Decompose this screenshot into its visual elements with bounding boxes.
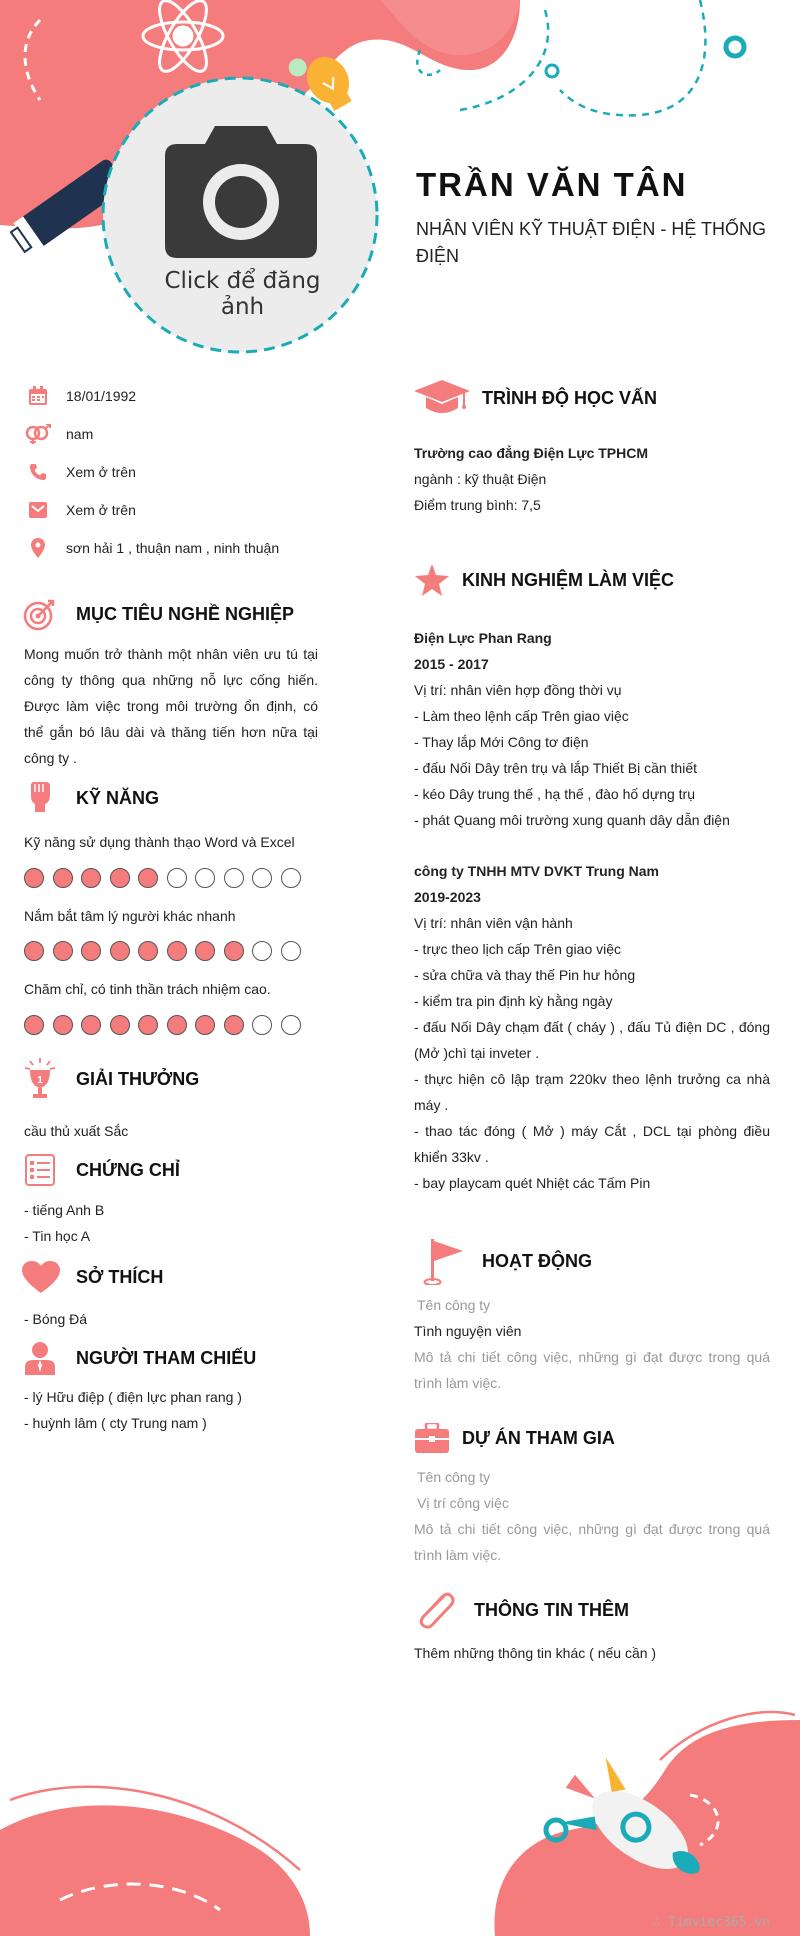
skill-dot-filled [138, 1015, 158, 1035]
skill-dot-filled [224, 941, 244, 961]
skills-heading [22, 780, 159, 816]
person-icon [22, 1340, 58, 1376]
extra-heading-text: THÔNG TIN THÊM [474, 1599, 629, 1620]
experience-heading [414, 562, 674, 598]
skill-dot-empty [224, 868, 244, 888]
skill-dot-filled [224, 1015, 244, 1035]
skill-dot-empty [252, 1015, 272, 1035]
skill-rating [24, 868, 309, 888]
target-icon [22, 596, 58, 632]
project-role[interactable]: Vị trí công việc [417, 1495, 509, 1511]
projects-heading-text: DỰ ÁN THAM GIA [462, 1427, 615, 1448]
phone-icon [24, 460, 52, 484]
reference-item: - huỳnh lâm ( cty Trung nam ) [24, 1415, 207, 1431]
objective-heading [22, 596, 294, 632]
skill-dot-filled [24, 941, 44, 961]
gender-icon [24, 422, 52, 446]
hobbies-heading-text: SỞ THÍCH [76, 1266, 164, 1287]
activities-heading-text: HOẠT ĐỘNG [482, 1250, 592, 1271]
job-period: 2019-2023 [414, 889, 481, 905]
skill-dot-filled [53, 1015, 73, 1035]
skill-dot-filled [81, 941, 101, 961]
skill-dot-empty [252, 941, 272, 961]
graduation-cap-icon [414, 378, 470, 418]
phone-text: Xem ở trên [66, 464, 136, 480]
references-heading [22, 1340, 256, 1376]
hobbies-heading [22, 1260, 163, 1294]
company-name: công ty TNHH MTV DVKT Trung Nam [414, 863, 659, 879]
email-icon [24, 498, 52, 522]
contact-phone [24, 460, 136, 484]
extra-heading [414, 1588, 629, 1632]
objective-heading-text: MỤC TIÊU NGHỀ NGHIỆP [76, 603, 295, 624]
address-text: sơn hải 1 , thuận nam , ninh thuận [66, 540, 280, 556]
camera-icon [165, 126, 317, 258]
school-name: Trường cao đẳng Điện Lực TPHCM [414, 445, 649, 461]
raised-fist-icon [22, 780, 58, 816]
skill-dot-filled [138, 941, 158, 961]
certificates-heading-text: CHỨNG CHỈ [76, 1159, 180, 1180]
skill-dot-empty [281, 941, 301, 961]
job-title: NHÂN VIÊN KỸ THUẬT ĐIỆN - HỆ THỐNG ĐIỆN [416, 219, 767, 266]
awards-text: cầu thủ xuất Sắc [24, 1123, 129, 1139]
reference-item: - lý Hữu điệp ( điện lực phan rang ) [24, 1389, 242, 1405]
awards-heading [22, 1058, 199, 1100]
birthday-text: 18/01/1992 [66, 388, 137, 404]
job-line: - thực hiện cô lập trạm 220kv theo lệnh trưởng ca nhà máy . [414, 1071, 770, 1113]
paperclip-icon [414, 1588, 458, 1632]
watermark: ∴ Timviec365.vn [652, 1915, 770, 1930]
skill-dot-filled [195, 941, 215, 961]
education-heading-text: TRÌNH ĐỘ HỌC VẤN [482, 387, 657, 408]
major-text: ngành : kỹ thuật Điện [414, 471, 547, 487]
skill-rating [24, 941, 309, 961]
activity-org[interactable]: Tên công ty [417, 1297, 491, 1313]
heart-icon [22, 1260, 60, 1294]
skill-dot-filled [167, 941, 187, 961]
projects-heading [414, 1420, 615, 1456]
job-line: - phát Quang môi trường xung quanh dây dẫn điện [414, 812, 730, 828]
gpa-text: Điểm trung bình: 7,5 [414, 497, 541, 513]
skill-dot-empty [167, 868, 187, 888]
contact-address [24, 536, 279, 560]
certificates-heading [22, 1152, 180, 1188]
svg-text:1: 1 [37, 1075, 43, 1086]
activity-description[interactable]: Mô tả chi tiết công việc, những gì đạt được trong quá trình làm việc. [414, 1349, 770, 1391]
contact-email [24, 498, 136, 522]
skill-dot-filled [110, 941, 130, 961]
project-org[interactable]: Tên công ty [417, 1469, 491, 1485]
job-line: Vị trí: nhân viên hợp đồng thời vụ [414, 682, 622, 698]
company-name: Điện Lực Phan Rang [414, 630, 552, 646]
job-line: - Làm theo lệnh cấp Trên giao việc [414, 708, 629, 724]
project-description[interactable]: Mô tả chi tiết công việc, những gì đạt được trong quá trình làm việc. [414, 1521, 770, 1563]
job-entry [414, 625, 770, 833]
location-pin-icon [24, 536, 52, 560]
skill-dot-filled [138, 868, 158, 888]
flag-icon [414, 1236, 470, 1286]
certificate-list-icon [22, 1152, 58, 1188]
skill-label: Chăm chỉ, có tinh thần trách nhiệm cao. [24, 981, 271, 997]
objective-text: Mong muốn trở thành một nhân viên ưu tú tại công ty thông qua những nỗ lực cống hiến. Được làm việc trong môi trường ổn định, có thể gắn bó lâu dài và thăng tiến hơn nữa tại công ty . [24, 646, 318, 766]
certificate-item: - Tin học A [24, 1228, 91, 1244]
skill-dot-filled [167, 1015, 187, 1035]
certificate-item: - tiếng Anh B [24, 1202, 105, 1218]
job-line: - bay playcam quét Nhiệt các Tấm Pin [414, 1175, 651, 1191]
job-period: 2015 - 2017 [414, 656, 489, 672]
skill-dot-filled [24, 868, 44, 888]
skill-dot-empty [195, 868, 215, 888]
job-line: - đấu Nối Dây trên trụ và lắp Thiết Bị cần thiết [414, 760, 697, 776]
job-line: - kiểm tra pin định kỳ hằng ngày [414, 993, 613, 1009]
job-entry [414, 858, 770, 1196]
skill-dot-empty [252, 868, 272, 888]
skill-dot-filled [53, 868, 73, 888]
skill-label: Kỹ năng sử dụng thành thạo Word và Excel [24, 834, 295, 850]
skill-dot-filled [195, 1015, 215, 1035]
briefcase-icon [414, 1420, 450, 1456]
gender-text: nam [66, 426, 94, 442]
references-heading-text: NGƯỜI THAM CHIẾU [76, 1347, 257, 1368]
calendar-icon [24, 384, 52, 408]
activities-heading [414, 1236, 592, 1286]
activity-role[interactable]: Tình nguyện viên [414, 1323, 522, 1339]
skill-dot-empty [281, 1015, 301, 1035]
skill-label: Nắm bắt tâm lý người khác nhanh [24, 908, 236, 924]
email-text: Xem ở trên [66, 502, 136, 518]
photo-upload-label[interactable]: Click để đăng ảnh [164, 268, 321, 320]
skills-heading-text: KỸ NĂNG [76, 787, 160, 808]
star-icon [414, 562, 450, 598]
skill-dot-filled [53, 941, 73, 961]
education-heading [414, 378, 657, 418]
job-line: - kéo Dây trung thế , hạ thế , đào hố dựng trụ [414, 786, 695, 802]
trophy-icon [22, 1058, 58, 1100]
job-line: - thao tác đóng ( Mở ) máy Cắt , DCL tại phòng điều khiển 33kv . [414, 1123, 770, 1165]
skill-dot-empty [281, 868, 301, 888]
skill-rating [24, 1015, 309, 1035]
extra-text: Thêm những thông tin khác ( nếu cần ) [414, 1645, 657, 1661]
skill-dot-filled [81, 1015, 101, 1035]
job-line: - đấu Nối Dây chạm đất ( cháy ) , đấu Tủ điện DC , đóng (Mở )chì tại inveter . [414, 1019, 770, 1061]
experience-heading-text: KINH NGHIỆM LÀM VIỆC [462, 569, 675, 590]
job-line: - sửa chữa và thay thế Pin hư hỏng [414, 967, 636, 983]
skill-dot-filled [110, 868, 130, 888]
candidate-name: TRẦN VĂN TÂN [416, 166, 688, 203]
skill-dot-filled [81, 868, 101, 888]
contact-birthday [24, 384, 136, 408]
awards-heading-text: GIẢI THƯỞNG [76, 1068, 200, 1089]
activity-entry [414, 1292, 770, 1396]
job-line: - trực theo lịch cấp Trên giao việc [414, 941, 622, 957]
job-line: - Thay lắp Mới Công tơ điện [414, 734, 589, 750]
hobbies-text: - Bóng Đá [24, 1311, 88, 1327]
skill-dot-filled [110, 1015, 130, 1035]
job-line: Vị trí: nhân viên vận hành [414, 915, 573, 931]
contact-gender [24, 422, 93, 446]
education-details [414, 440, 770, 518]
skill-dot-filled [24, 1015, 44, 1035]
project-entry [414, 1464, 770, 1568]
